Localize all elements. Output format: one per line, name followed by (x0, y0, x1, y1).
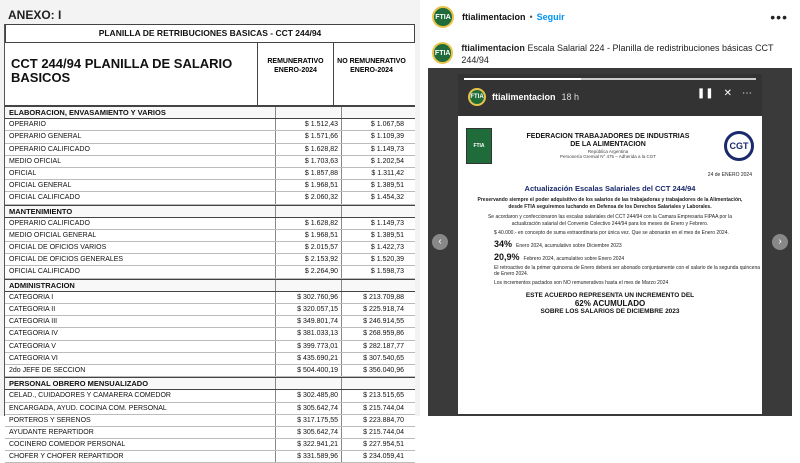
no-remunerativo-cell: $ 1.202,54 (341, 156, 407, 167)
remunerativo-cell: $ 1.512,43 (275, 119, 341, 130)
bullet-2-pct: 34% (494, 239, 513, 249)
no-remunerativo-cell: $ 1.454,32 (341, 192, 407, 203)
remunerativo-cell: $ 1.968,51 (275, 230, 341, 241)
category-cell: CATEGORIA III (9, 318, 58, 326)
no-remunerativo-cell: $ 215.744,04 (341, 427, 407, 438)
section-header-row (5, 106, 415, 119)
section-header-row (5, 205, 415, 218)
bullet-3-text: Febrero 2024, acumulativo sobre Enero 2024 (523, 256, 625, 262)
final-line2: 62% ACUMULADO (574, 299, 646, 308)
bullet-4: El retroactivo de la primer quincena de Enero deberá ser abonado conjuntamente con el salario de la segunda quincena de Enero 2024. (494, 265, 761, 277)
table-row (5, 451, 415, 463)
category-cell: CATEGORIA II (9, 306, 56, 313)
category-cell: COCINERO COMEDOR PERSONAL (9, 441, 126, 449)
chevron-left-icon[interactable]: ‹ (432, 234, 448, 250)
category-cell: ADMINISTRACION (9, 280, 75, 290)
no-remunerativo-cell: $ 268.959,86 (341, 328, 407, 339)
category-cell: CATEGORIA IV (9, 330, 58, 338)
category-cell: PERSONAL OBRERO MENSUALIZADO (9, 379, 149, 389)
category-cell: 2do JEFE DE SECCION (9, 366, 86, 374)
remunerativo-cell: $ 1.571,66 (275, 131, 341, 142)
no-remunerativo-cell: $ 307.540,65 (341, 353, 407, 364)
category-cell: CATEGORIA I (9, 293, 54, 301)
doc-date: 24 de ENERO 2024 (707, 172, 752, 178)
remunerativo-cell: $ 2.153,92 (275, 254, 341, 265)
post-username[interactable]: ftialimentacion (462, 12, 526, 22)
table-row (5, 242, 415, 254)
table-body (5, 106, 415, 463)
category-cell: ENCARGADA, AYUD. COCINA COM. PERSONAL (9, 404, 167, 412)
table-row (5, 316, 415, 328)
table-row (5, 292, 415, 304)
instagram-post (420, 0, 800, 416)
remunerativo-cell: $ 302.760,96 (275, 292, 341, 303)
story-username[interactable]: ftialimentacion (492, 92, 556, 102)
remunerativo-cell: $ 1.628,82 (275, 144, 341, 155)
no-remunerativo-cell: $ 213.515,65 (341, 390, 407, 401)
category-cell: OPERARIO GENERAL (9, 133, 82, 141)
more-options-icon[interactable]: ••• (770, 9, 788, 25)
salary-table (4, 24, 415, 461)
table-row (5, 403, 415, 415)
category-cell: MEDIO OFICIAL GENERAL (9, 231, 97, 239)
table-row (5, 144, 415, 156)
doc-para2: Se acordaron y confeccionaron las escalas salariales del CCT 244/94 con la Camara Empresaria FIPAA por la actualización salarial del Convenio Colectivo 244/94 para los meses de Enero y Febrero. (487, 214, 733, 227)
section-header-row (5, 377, 415, 390)
no-remunerativo-cell: $ 1.598,73 (341, 266, 407, 277)
caption-text: Escala Salarial 224 - Planilla de redistribuciones básicas CCT 244/94 (461, 43, 774, 65)
bullet-2-text: Enero 2024, acumulativo sobre Diciembre 2023 (516, 243, 622, 249)
org-sub1: República Argentina (587, 149, 629, 154)
no-remunerativo-cell (341, 280, 407, 291)
chevron-right-icon[interactable]: › (772, 234, 788, 250)
category-cell: OFICIAL GENERAL (9, 182, 72, 190)
follow-button[interactable]: Seguir (536, 12, 565, 22)
no-remunerativo-cell: $ 1.520,39 (341, 254, 407, 265)
ftia-logo-icon: FTIA (466, 128, 492, 164)
story-header (468, 88, 579, 106)
no-remunerativo-cell: $ 246.914,55 (341, 316, 407, 327)
cgt-logo-icon: CGT (724, 131, 754, 161)
table-row (5, 131, 415, 143)
remunerativo-cell: $ 1.703,63 (275, 156, 341, 167)
remunerativo-cell: $ 381.033,13 (275, 328, 341, 339)
pause-icon[interactable]: ❚❚ (696, 88, 714, 99)
category-cell: OFICIAL CALIFICADO (9, 194, 80, 202)
org-line1: FEDERACION TRABAJADORES DE INDUSTRIAS (526, 133, 690, 140)
remunerativo-cell: $ 322.941,21 (275, 439, 341, 450)
table-row (5, 266, 415, 278)
no-remunerativo-cell: $ 225.918,74 (341, 304, 407, 315)
no-remunerativo-cell: $ 282.187,77 (341, 341, 407, 352)
table-row (5, 156, 415, 168)
caption-avatar[interactable]: FTIA (432, 42, 453, 64)
table-row (5, 254, 415, 266)
category-cell: OFICIAL (9, 169, 37, 177)
remunerativo-cell: $ 504.400,19 (275, 365, 341, 376)
category-cell: OPERARIO (9, 121, 46, 129)
no-remunerativo-cell: $ 1.389,51 (341, 180, 407, 191)
no-remunerativo-cell: $ 1.389,51 (341, 230, 407, 241)
category-cell: OPERARIO CALIFICADO (9, 145, 90, 153)
category-cell: PORTEROS Y SERENOS (9, 416, 91, 424)
category-cell: CATEGORIA V (9, 342, 56, 350)
table-row (5, 390, 415, 402)
final-line3: SOBRE LOS SALARIOS DE DICIEMBRE 2023 (540, 308, 680, 315)
table-row (5, 328, 415, 340)
remunerativo-cell: $ 2.015,57 (275, 242, 341, 253)
doc-title: Actualización Escalas Salariales del CCT 244/94 (524, 184, 696, 193)
remunerativo-cell: $ 302.485,80 (275, 390, 341, 401)
no-remunerativo-cell (341, 206, 407, 217)
table-row (5, 427, 415, 439)
story-frame (458, 74, 762, 414)
category-cell: OFICIAL DE OFICIOS GENERALES (9, 256, 124, 264)
table-row (5, 119, 415, 131)
no-remunerativo-cell: $ 223.884,70 (341, 415, 407, 426)
anexo-label: ANEXO: I (8, 8, 62, 22)
remunerativo-cell: $ 1.628,82 (275, 218, 341, 229)
post-header (420, 0, 800, 34)
no-remunerativo-cell: $ 227.954,51 (341, 439, 407, 450)
bullet-1: $ 40.000.- en concepto de suma extraordinaria por única vez. Que se abonarán en el mes de Enero 2024. (494, 230, 729, 236)
category-cell: CELAD., CUIDADORES Y CAMARERA COMEDOR (9, 392, 171, 400)
story-avatar[interactable]: FTIA (468, 88, 486, 106)
no-remunerativo-cell: $ 213.709,88 (341, 292, 407, 303)
category-cell: AYUDANTE REPARTIDOR (9, 428, 94, 436)
story-progress (464, 78, 756, 80)
remunerativo-cell: $ 331.589,96 (275, 451, 341, 462)
category-cell: MANTENIMIENTO (9, 206, 73, 216)
remunerativo-cell: $ 435.690,21 (275, 353, 341, 364)
remunerativo-cell: $ 1.968,51 (275, 180, 341, 191)
section-header-row (5, 279, 415, 292)
org-sub2: Personería Gremial N° 475 – Adherida a la CGT (559, 154, 657, 159)
remunerativo-cell: $ 320.057,15 (275, 304, 341, 315)
table-row (5, 180, 415, 192)
avatar[interactable]: FTIA (432, 6, 454, 28)
sheet-title: PLANILLA DE RETRIBUCIONES BASICAS - CCT 244/94 (5, 24, 415, 43)
category-cell: ELABORACION, ENVASAMIENTO Y VARIOS (9, 108, 166, 117)
category-cell: CATEGORIA VI (9, 354, 58, 362)
no-remunerativo-cell: $ 1.311,42 (341, 168, 407, 179)
table-row (5, 341, 415, 353)
no-remunerativo-cell: $ 234.059,41 (341, 451, 407, 462)
category-cell: CHOFER Y CHOFER REPARTIDOR (9, 453, 124, 461)
bullet-2 (458, 239, 762, 249)
doc-para1: Preservando siempre el poder adquisitivo de los salarios de las trabajadoras y trabajadores de la Alimentación, desde FTIA seguiremos luchando en Defensa de los Derechos Salariales y Laborales. (477, 197, 743, 210)
category-cell: MEDIO OFICIAL (9, 157, 62, 165)
no-remunerativo-cell: $ 215.744,04 (341, 403, 407, 414)
no-remunerativo-cell: $ 1.109,39 (341, 131, 407, 142)
col-no-remunerativo: NO REMUNERATIVO ENERO-2024 (333, 43, 409, 105)
table-header-main: CCT 244/94 PLANILLA DE SALARIO BASICOS (11, 56, 233, 85)
table-row (5, 218, 415, 230)
remunerativo-cell (275, 107, 341, 118)
remunerativo-cell: $ 399.773,01 (275, 341, 341, 352)
no-remunerativo-cell: $ 1.067,58 (341, 119, 407, 130)
caption-username[interactable]: ftialimentacion (461, 43, 525, 53)
bullet-3-pct: 20,9% (494, 252, 520, 262)
remunerativo-cell (275, 378, 341, 389)
remunerativo-cell: $ 349.801,74 (275, 316, 341, 327)
remunerativo-cell: $ 317.175,55 (275, 415, 341, 426)
story-controls (697, 88, 752, 99)
table-row (5, 168, 415, 180)
more-icon[interactable]: ⋯ (742, 88, 752, 99)
table-row (5, 230, 415, 242)
no-remunerativo-cell: $ 1.422,73 (341, 242, 407, 253)
separator: • (529, 12, 533, 22)
org-line2: DE LA ALIMENTACION (570, 141, 646, 148)
remunerativo-cell: $ 1.857,88 (275, 168, 341, 179)
remunerativo-cell: $ 2.060,32 (275, 192, 341, 203)
bullet-3 (458, 252, 762, 262)
remunerativo-cell: $ 305.642,74 (275, 403, 341, 414)
remunerativo-cell (275, 280, 341, 291)
mute-icon[interactable]: ✕ (723, 88, 732, 99)
table-header (5, 43, 415, 106)
org-name (492, 133, 724, 159)
table-row (5, 304, 415, 316)
table-row (5, 192, 415, 204)
story-viewer (428, 68, 792, 416)
no-remunerativo-cell: $ 1.149,73 (341, 144, 407, 155)
table-row (5, 353, 415, 365)
story-document (458, 116, 762, 414)
col-remunerativo: REMUNERATIVO ENERO-2024 (257, 43, 333, 105)
category-cell: OFICIAL DE OFICIOS VARIOS (9, 244, 107, 252)
table-row (5, 415, 415, 427)
post-caption (432, 42, 792, 66)
remunerativo-cell (275, 206, 341, 217)
no-remunerativo-cell: $ 356.040,96 (341, 365, 407, 376)
table-row (5, 439, 415, 451)
table-row (5, 365, 415, 377)
no-remunerativo-cell: $ 1.149,73 (341, 218, 407, 229)
document-header (458, 116, 762, 164)
doc-final (458, 292, 762, 316)
category-cell: OFICIAL CALIFICADO (9, 268, 80, 276)
no-remunerativo-cell (341, 107, 407, 118)
remunerativo-cell: $ 2.264,90 (275, 266, 341, 277)
final-line1: ESTE ACUERDO REPRESENTA UN INCREMENTO DEL (525, 292, 695, 299)
bullet-5: Los incrementos pactados son NO remunerativos hasta el mes de Marzo 2024 (494, 280, 669, 286)
remunerativo-cell: $ 305.642,74 (275, 427, 341, 438)
no-remunerativo-cell (341, 378, 407, 389)
category-cell: OPERARIO CALIFICADO (9, 219, 90, 227)
story-time: 18 h (561, 92, 580, 102)
